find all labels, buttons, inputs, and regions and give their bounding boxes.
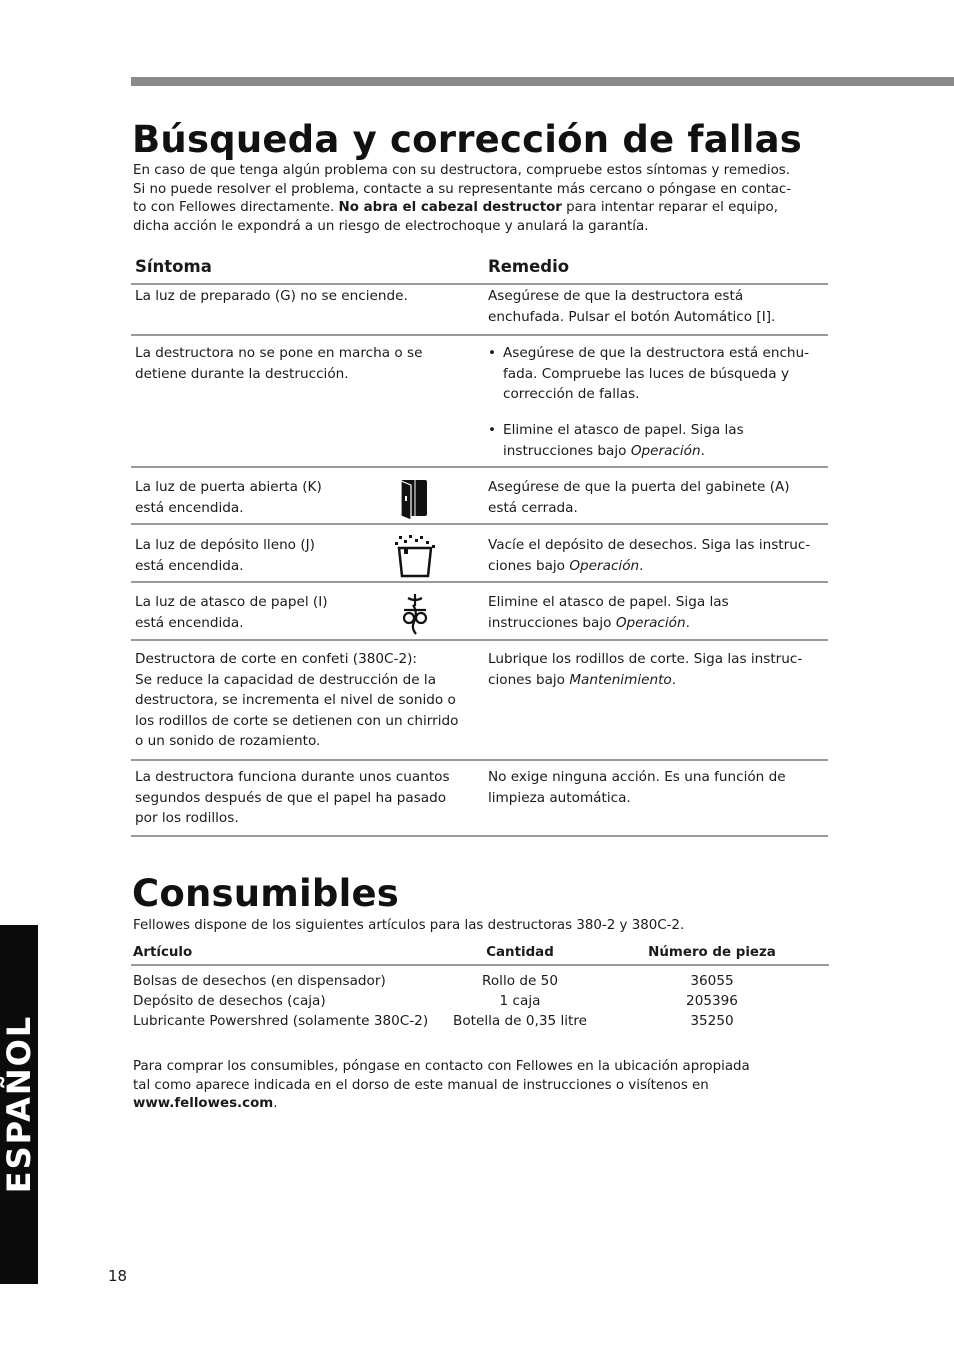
consumables-title: Consumibles — [132, 872, 399, 915]
row-divider — [131, 581, 828, 583]
remedy-cell — [488, 535, 823, 576]
page-number: 18 — [108, 1267, 128, 1285]
symptom-line: está encendida. — [135, 499, 244, 516]
note-line: Para comprar los consumibles, póngase en contacto con Fellowes en la ubicación apropiada — [133, 1059, 750, 1074]
website-link[interactable]: www.fellowes.com — [133, 1096, 274, 1111]
remedy-cell — [488, 477, 823, 518]
column-header-part-number: Número de pieza — [648, 945, 776, 960]
remedy-cell — [488, 767, 823, 808]
top-bar — [131, 77, 954, 86]
row-divider — [131, 523, 828, 525]
consumables-qty: Rollo de 50 — [482, 973, 558, 989]
remedy-text: . — [639, 557, 644, 574]
remedy-line: Asegúrese de que la destructora está enchu- — [503, 345, 810, 361]
remedy-line — [503, 441, 823, 462]
column-header-symptom: Síntoma — [135, 257, 212, 276]
bin-full-icon — [393, 534, 437, 580]
symptom-line: La luz de puerta abierta (K) — [135, 479, 322, 495]
symptom-line: La luz de depósito lleno (J) — [135, 537, 315, 553]
intro-warning: No abra el cabezal destructor — [338, 200, 562, 215]
remedy-line: fada. Compruebe las luces de búsqueda y — [503, 365, 789, 382]
purchase-note — [133, 1058, 833, 1114]
symptom-line: La luz de atasco de papel (I) — [135, 594, 328, 610]
symptom-line: destructora, se incrementa el nivel de sonido o — [135, 692, 456, 708]
remedy-cell — [488, 286, 823, 327]
consumables-item: Depósito de desechos (caja) — [133, 993, 326, 1009]
symptom-line: o un sonido de rozamiento. — [135, 733, 321, 749]
symptom-line: segundos después de que el papel ha pasado — [135, 789, 447, 806]
note-line — [133, 1095, 833, 1114]
remedy-line — [488, 556, 823, 577]
language-label: ESPAÑOL — [0, 1014, 38, 1194]
symptom-line: Se reduce la capacidad de destrucción de la — [135, 671, 437, 688]
remedy-line: Asegúrese de que la puerta del gabinete (A) — [488, 479, 790, 495]
symptom-line: La destructora no se pone en marcha o se — [135, 345, 423, 361]
consumables-item: Lubricante Powershred (solamente 380C-2) — [133, 1013, 429, 1029]
remedy-reference: Mantenimiento — [569, 671, 672, 688]
symptom-line: los rodillos de corte se detienen con un chirrido — [135, 712, 459, 729]
consumables-part: 35250 — [690, 1013, 734, 1029]
intro-line: dicha acción le expondrá a un riesgo de electrochoque y anulará la garantía. — [133, 218, 649, 234]
row-divider — [131, 759, 828, 761]
intro-line: En caso de que tenga algún problema con su destructora, compruebe estos síntomas y remedios. — [133, 163, 791, 178]
row-divider — [131, 334, 828, 336]
remedy-line: Vacíe el depósito de desechos. Siga las instruc- — [488, 537, 811, 553]
symptom-cell — [135, 649, 475, 752]
remedy-line: Elimine el atasco de papel. Siga las — [488, 594, 729, 610]
bullet-mark: • — [488, 422, 497, 438]
consumables-intro: Fellowes dispone de los siguientes artículos para las destructoras 380-2 y 380C-2. — [133, 918, 685, 933]
remedy-text: instrucciones bajo — [503, 442, 631, 459]
row-divider — [131, 835, 828, 837]
intro-line: Si no puede resolver el problema, contacte a su representante más cercano o póngase en contac- — [133, 181, 792, 197]
symptom-line: está encendida. — [135, 614, 244, 631]
remedy-line: está cerrada. — [488, 499, 578, 516]
intro-text: to con Fellowes directamente. — [133, 200, 339, 215]
consumables-part: 205396 — [686, 993, 738, 1009]
symptom-line: por los rodillos. — [135, 810, 239, 826]
column-header-quantity: Cantidad — [486, 945, 554, 960]
remedy-reference: Operación — [630, 442, 701, 459]
door-open-icon — [398, 476, 432, 522]
symptom-line: La destructora funciona durante unos cuantos — [135, 769, 450, 785]
intro-paragraph — [133, 162, 833, 236]
remedy-line — [488, 670, 823, 691]
row-divider — [131, 466, 828, 468]
page-title: Búsqueda y corrección de fallas — [132, 118, 803, 161]
column-header-item: Artículo — [133, 945, 193, 960]
consumables-divider — [131, 964, 829, 966]
remedy-text: ciones bajo — [488, 557, 570, 574]
symptom-cell — [135, 343, 475, 384]
symptom-cell — [135, 767, 475, 829]
symptom-line: detiene durante la destrucción. — [135, 365, 349, 382]
remedy-line: Elimine el atasco de papel. Siga las — [503, 422, 744, 438]
row-divider — [131, 639, 828, 641]
remedy-line: enchufada. Pulsar el botón Automático [I]. — [488, 308, 776, 325]
paper-jam-icon — [398, 592, 432, 636]
remedy-line: Lubrique los rodillos de corte. Siga las instruc- — [488, 651, 803, 667]
remedy-line: limpieza automática. — [488, 789, 631, 806]
symptom-cell: La luz de preparado (G) no se enciende. — [135, 288, 408, 304]
column-header-remedy: Remedio — [488, 257, 570, 276]
remedy-reference: Operación — [569, 557, 640, 574]
consumables-item: Bolsas de desechos (en dispensador) — [133, 973, 386, 989]
remedy-line: corrección de fallas. — [503, 386, 640, 402]
intro-text: para intentar reparar el equipo, — [561, 200, 778, 215]
remedy-cell — [488, 592, 823, 633]
remedy-text: . — [700, 442, 705, 459]
remedy-text: . — [671, 671, 677, 688]
intro-line — [133, 199, 833, 218]
consumables-part: 36055 — [690, 973, 734, 989]
remedy-text: . — [685, 614, 690, 631]
note-text: . — [273, 1096, 278, 1111]
consumables-qty: 1 caja — [499, 993, 541, 1009]
header-divider — [131, 283, 828, 285]
remedy-text: ciones bajo — [488, 671, 570, 688]
symptom-line: está encendida. — [135, 557, 244, 574]
remedy-line: No exige ninguna acción. Es una función de — [488, 769, 786, 785]
remedy-bullet — [488, 420, 823, 461]
remedy-cell — [488, 649, 823, 690]
remedy-bullet — [488, 343, 823, 405]
remedy-line: Asegúrese de que la destructora está — [488, 288, 744, 304]
consumables-qty: Botella de 0,35 litre — [453, 1013, 587, 1029]
symptom-line: Destructora de corte en confeti (380C-2): — [135, 651, 417, 667]
remedy-line — [488, 613, 823, 634]
bullet-mark: • — [488, 345, 497, 361]
note-line: tal como aparece indicada en el dorso de este manual de instrucciones o visítenos en — [133, 1077, 709, 1093]
remedy-reference: Operación — [615, 614, 686, 631]
remedy-text: instrucciones bajo — [488, 614, 616, 631]
